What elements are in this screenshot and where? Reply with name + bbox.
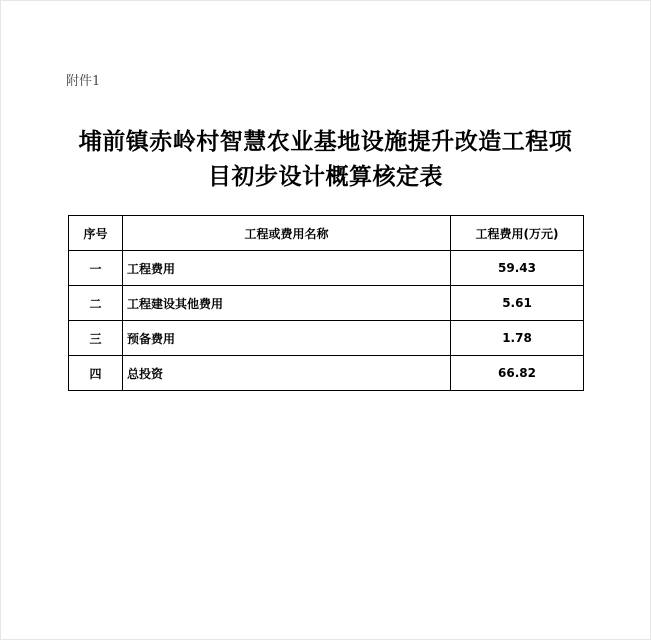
row-amount: 59.43 xyxy=(451,251,584,286)
row-name: 工程费用 xyxy=(123,251,451,286)
row-no: 四 xyxy=(69,356,123,391)
row-name: 总投资 xyxy=(123,356,451,391)
row-amount: 5.61 xyxy=(451,286,584,321)
header-no: 序号 xyxy=(69,216,123,251)
header-amount: 工程费用(万元) xyxy=(451,216,584,251)
row-amount: 66.82 xyxy=(451,356,584,391)
header-name: 工程或费用名称 xyxy=(123,216,451,251)
row-no: 二 xyxy=(69,286,123,321)
title-line-1: 埔前镇赤岭村智慧农业基地设施提升改造工程项 xyxy=(78,128,573,155)
attachment-label: 附件1 xyxy=(66,74,101,89)
table-row xyxy=(69,251,584,286)
table-header-row xyxy=(69,216,584,251)
table-row xyxy=(69,356,584,391)
row-no: 一 xyxy=(69,251,123,286)
title-line-2: 目初步设计概算核定表 xyxy=(208,163,443,190)
budget-table xyxy=(68,215,584,391)
row-no: 三 xyxy=(69,321,123,356)
row-name: 预备费用 xyxy=(123,321,451,356)
row-name: 工程建设其他费用 xyxy=(123,286,451,321)
document-title xyxy=(40,124,611,194)
table-row xyxy=(69,286,584,321)
table-row xyxy=(69,321,584,356)
row-amount: 1.78 xyxy=(451,321,584,356)
